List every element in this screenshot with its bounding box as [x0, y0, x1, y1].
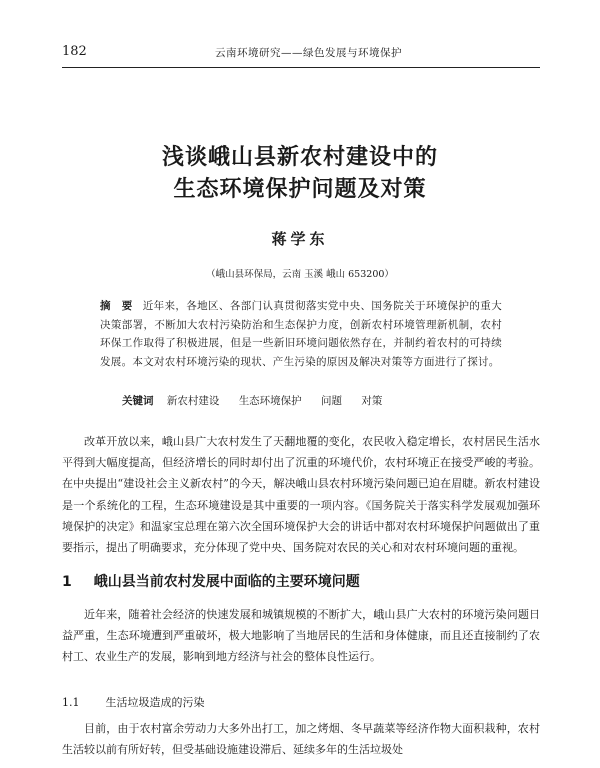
subsection-number: 1.1 — [62, 696, 80, 709]
subsection-heading — [62, 694, 205, 710]
header-rule — [62, 67, 540, 68]
subsection-title: 生活垃圾造成的污染 — [105, 696, 205, 709]
keyword: 问题 — [321, 395, 343, 407]
affiliation: （峨山县环保局，云南 玉溪 峨山 653200） — [206, 269, 394, 280]
body-paragraph-subsection: 目前，由于农村富余劳动力大多外出打工，加之烤烟、冬早蔬菜等经济作物大面积栽种，农村生活较以前有所好转，但受基础设施建设滞后、延续多年的生活垃圾处 — [62, 722, 540, 757]
author-name: 蒋学东 — [271, 230, 329, 248]
running-header: 云南环境研究——绿色发展与环境保护 — [215, 47, 402, 59]
body-paragraph-section1: 近年来，随着社会经济的快速发展和城镇规模的不断扩大，峨山县广大农村的环境污染问题日益严重，生态环境遭到严重破坏，极大地影响了当地居民的生活和身体健康，而且还直接制约了农村工、农业生产的发展，影响到地方经济与社会的整体良性运行。 — [62, 608, 540, 664]
keywords — [122, 393, 398, 408]
article-title-line2: 生态环境保护问题及对策 — [173, 177, 427, 202]
keyword: 新农村建设 — [166, 395, 220, 407]
abstract-label: 摘 要 — [100, 300, 133, 312]
article-title-line1: 浅谈峨山县新农村建设中的 — [161, 145, 438, 170]
page-number: 182 — [62, 44, 87, 59]
body-paragraph-intro: 改革开放以来，峨山县广大农村发生了天翻地覆的变化，农民收入稳定增长，农村居民生活水平得到大幅度提高，但经济增长的同时却付出了沉重的环境代价，农村环境正在接受严峻的考验。在中央提出“建设社会主义新农村”的今天，解决峨山县农村环境污染问题已迫在眉睫。新农村建设是一个系统化的工程，生态环境建设是其中重要的一项内容。《国务院关于落实科学发展观加强环境保护的决定》和温家宝总理在第六次全国环境保护大会的讲话中都对农村环境保护问题做出了重要指示，提出了明确要求，充分体现了党中央、国务院对农民的关心和对农村环境问题的重视。 — [62, 435, 540, 555]
abstract-text: 近年来，各地区、各部门认真贯彻落实党中央、国务院关于环境保护的重大决策部署，不断加大农村污染防治和生态保护力度，创新农村环境管理新机制，农村环保工作取得了积极进展，但是一些新旧环境问题依然存在，并制约着农村的可持续发展。本文对农村环境污染的现状、产生污染的原因及解决对策等方面进行了探讨。 — [100, 300, 502, 368]
keywords-label: 关键词 — [122, 395, 154, 407]
keyword: 对策 — [361, 395, 383, 407]
keyword: 生态环境保护 — [238, 395, 302, 407]
section-heading — [62, 571, 360, 591]
section-number: 1 — [62, 574, 72, 590]
abstract — [100, 297, 502, 371]
section-title: 峨山县当前农村发展中面临的主要环境问题 — [93, 574, 360, 590]
